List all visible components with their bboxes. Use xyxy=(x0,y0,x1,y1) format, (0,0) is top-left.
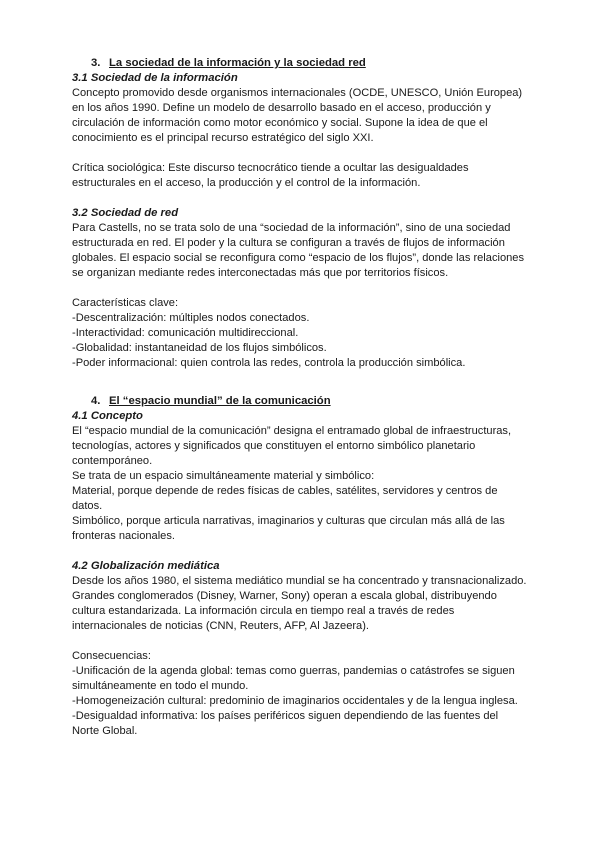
text-line: Se trata de un espacio simultáneamente material y simbólico: xyxy=(72,470,375,482)
bullet-list xyxy=(72,296,542,371)
subsection-3-1-heading: 3.1 Sociedad de la información xyxy=(72,72,238,84)
text-line: fronteras nacionales. xyxy=(72,530,175,542)
text-line: cultura estandarizada. La información circula en tiempo real a través de redes xyxy=(72,605,455,617)
text-line: globales. El espacio social se reconfigura como “espacio de los flujos”, donde las relaciones xyxy=(72,252,525,264)
list-item: -Desigualdad informativa: los países periféricos siguen dependiendo de las fuentes del xyxy=(72,710,499,722)
paragraph xyxy=(72,161,542,191)
text-line: Material, porque depende de redes físicas de cables, satélites, servidores y centros de xyxy=(72,485,498,497)
text-line: en los años 1990. Define un modelo de desarrollo basado en el acceso, producción y xyxy=(72,102,491,114)
text-line: Para Castells, no se trata solo de una “sociedad de la información”, sino de una sociedad xyxy=(72,222,511,234)
list-item: -Poder informacional: quien controla las redes, controla la producción simbólica. xyxy=(72,357,466,369)
subsection-3-2-heading: 3.2 Sociedad de red xyxy=(72,207,179,219)
list-item: Norte Global. xyxy=(72,725,138,737)
bullet-list xyxy=(72,649,542,739)
document-page xyxy=(72,56,542,739)
paragraph xyxy=(72,86,542,146)
section-3-title: 3. La sociedad de la información y la sociedad red xyxy=(91,57,366,69)
list-item: -Interactividad: comunicación multidireccional. xyxy=(72,327,299,339)
text-line: contemporáneo. xyxy=(72,455,153,467)
paragraph xyxy=(72,424,542,544)
list-item: -Unificación de la agenda global: temas como guerras, pandemias o catástrofes se siguen xyxy=(72,665,515,677)
paragraph xyxy=(72,221,542,281)
text-line: El “espacio mundial de la comunicación” designa el entramado global de infraestructuras, xyxy=(72,425,512,437)
list-heading: Características clave: xyxy=(72,297,179,309)
text-line: Grandes conglomerados (Disney, Warner, Sony) operan a escala global, distribuyendo xyxy=(72,590,497,602)
text-line: Concepto promovido desde organismos internacionales (OCDE, UNESCO, Unión Europea) xyxy=(72,87,523,99)
text-line: circulación de información como motor económico y social. Supone la idea de que el xyxy=(72,117,488,129)
section-4-title: 4. El “espacio mundial” de la comunicación xyxy=(91,395,331,407)
text-line: tecnologías, actores y significados que constituyen el entorno simbólico planetario xyxy=(72,440,476,452)
text-line: se organizan mediante redes interconectadas más que por territorios físicos. xyxy=(72,267,449,279)
text-line: Simbólico, porque articula narrativas, imaginarios y culturas que circulan más allá de las xyxy=(72,515,505,527)
text-line: datos. xyxy=(72,500,103,512)
list-item: simultáneamente en todo el mundo. xyxy=(72,680,249,692)
text-line: conocimiento es el principal recurso estratégico del siglo XXI. xyxy=(72,132,374,144)
list-item: -Descentralización: múltiples nodos conectados. xyxy=(72,312,310,324)
subsection-4-1-heading: 4.1 Concepto xyxy=(72,410,143,422)
list-heading: Consecuencias: xyxy=(72,650,151,662)
text-line: Desde los años 1980, el sistema mediático mundial se ha concentrado y transnacionalizado. xyxy=(72,575,527,587)
list-item: -Globalidad: instantaneidad de los flujos simbólicos. xyxy=(72,342,327,354)
text-line: estructurada en red. El poder y la cultura se configuran a través de flujos de información xyxy=(72,237,505,249)
list-item: -Homogeneización cultural: predominio de imaginarios occidentales y de la lengua inglesa. xyxy=(72,695,518,707)
paragraph xyxy=(72,574,542,634)
subsection-4-2-heading: 4.2 Globalización mediática xyxy=(72,560,220,572)
text-line: internacionales de noticias (CNN, Reuters, AFP, Al Jazeera). xyxy=(72,620,370,632)
text-line: Crítica sociológica: Este discurso tecnocrático tiende a ocultar las desigualdades xyxy=(72,162,469,174)
text-line: estructurales en el acceso, la producción y el control de la información. xyxy=(72,177,421,189)
